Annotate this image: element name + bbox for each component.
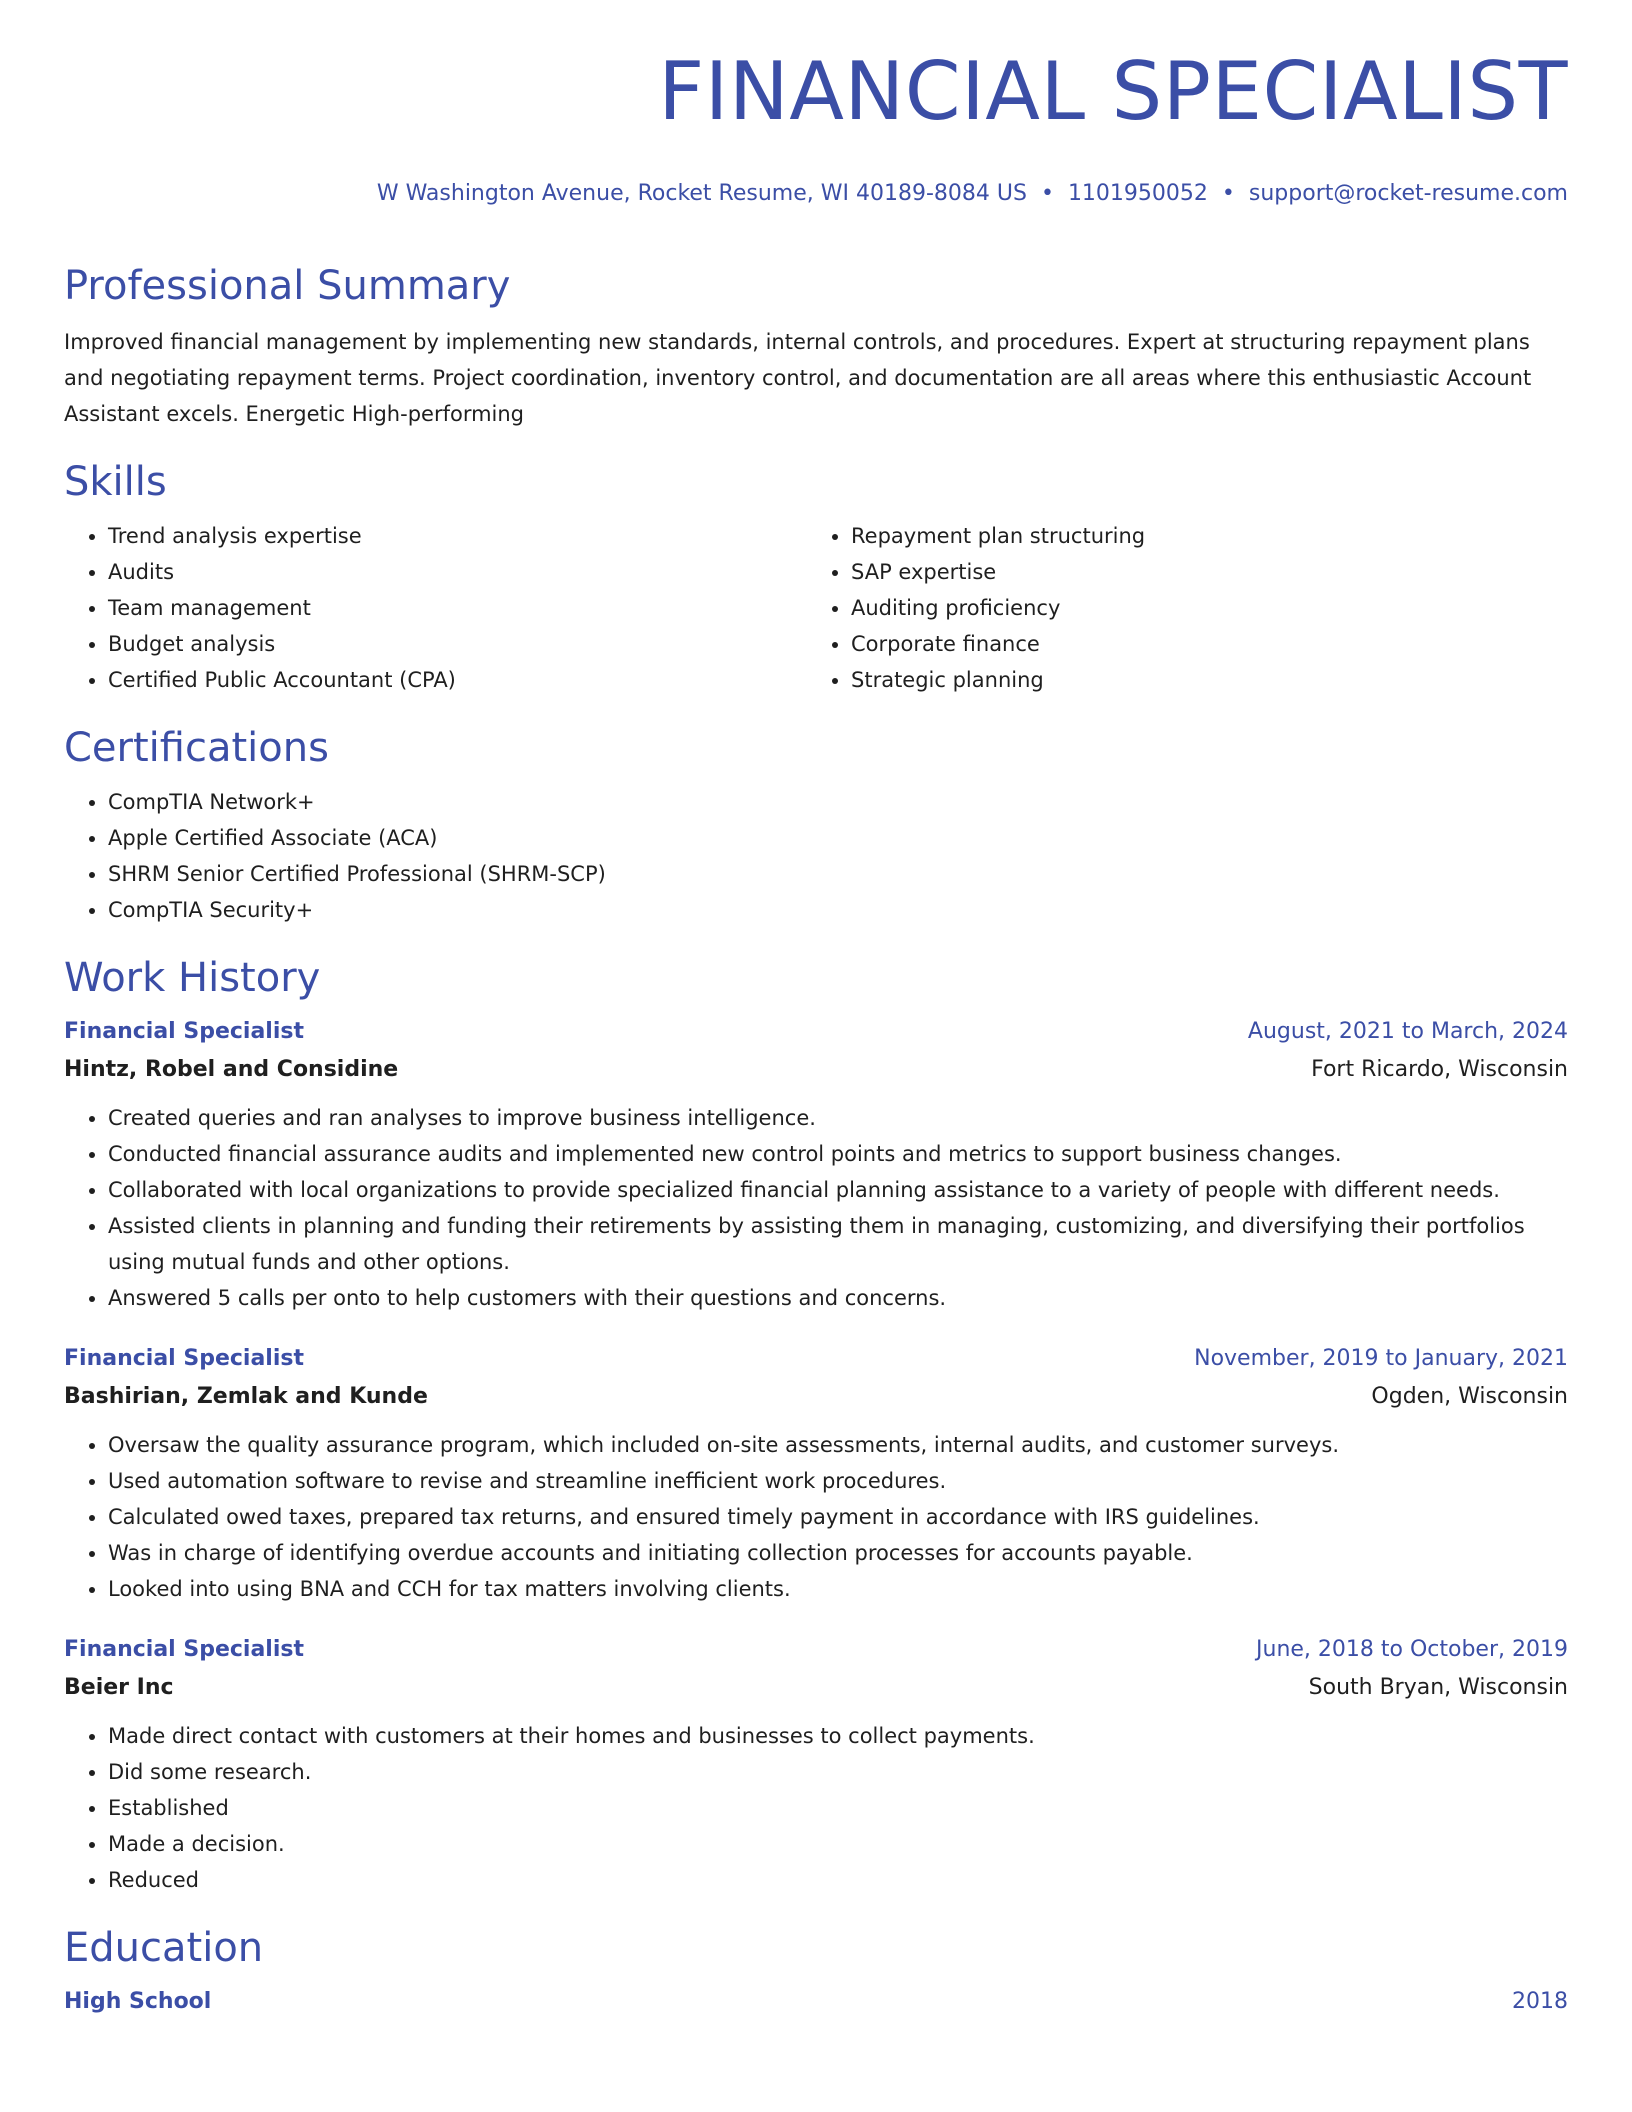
skill-item: • Strategic planning	[851, 662, 1550, 698]
job-subheader	[64, 1668, 1568, 1708]
certification-item: • SHRM Senior Certified Professional (SHRM-SCP)	[108, 856, 1568, 892]
job-dates: June, 2018 to October, 2019	[1256, 1637, 1568, 1662]
job-bullet: • Did some research.	[108, 1754, 1568, 1790]
contact-email: support@rocket-resume.com	[1248, 181, 1568, 206]
education-year: 2018	[1512, 1989, 1568, 2014]
education-section	[64, 1920, 1568, 2020]
job-title: Financial Specialist	[64, 1346, 305, 1371]
skill-item: • Corporate finance	[851, 626, 1550, 662]
job-title: Financial Specialist	[64, 1637, 305, 1662]
job-bullet: • Reduced	[108, 1862, 1568, 1898]
job-location: South Bryan, Wisconsin	[1308, 1675, 1568, 1700]
job-bullets	[64, 1100, 1568, 1316]
skill-item: • Trend analysis expertise	[108, 518, 807, 554]
job-entry	[64, 1341, 1568, 1607]
job-location: Ogden, Wisconsin	[1371, 1384, 1568, 1409]
certification-item: • Apple Certified Associate (ACA)	[108, 820, 1568, 856]
job-company: Hintz, Robel and Considine	[64, 1057, 399, 1082]
education-heading: Education	[64, 1925, 264, 1971]
contact-address: W Washington Avenue, Rocket Resume, WI 40189-8084 US	[376, 181, 1027, 206]
job-bullet: • Established	[108, 1790, 1568, 1826]
skills-section	[64, 454, 1568, 698]
resume-page	[64, 0, 1568, 2112]
certification-item: • CompTIA Security+	[108, 892, 1568, 928]
work-history-heading: Work History	[64, 955, 321, 1001]
education-entry	[64, 1984, 1568, 2020]
contact-separator: •	[1040, 181, 1054, 206]
job-company: Bashirian, Zemlak and Kunde	[64, 1384, 428, 1409]
skills-list-left	[64, 518, 807, 698]
job-dates: November, 2019 to January, 2021	[1194, 1346, 1568, 1371]
contact-separator: •	[1221, 181, 1235, 206]
work-history-section	[64, 950, 1568, 1898]
job-entry	[64, 1632, 1568, 1898]
job-header	[64, 1632, 1568, 1668]
certifications-section	[64, 720, 1568, 928]
job-location: Fort Ricardo, Wisconsin	[1311, 1057, 1568, 1082]
job-subheader	[64, 1377, 1568, 1417]
resume-title: FINANCIAL SPECIALIST	[658, 45, 1568, 138]
resume-body	[64, 258, 1568, 2020]
job-bullet: • Conducted financial assurance audits and implemented new control points and metrics to support business changes.	[108, 1136, 1568, 1172]
job-bullet: • Calculated owed taxes, prepared tax returns, and ensured timely payment in accordance with IRS guidelines.	[108, 1499, 1568, 1535]
job-title: Financial Specialist	[64, 1019, 305, 1044]
job-entry	[64, 1014, 1568, 1316]
job-bullet: • Looked into using BNA and CCH for tax matters involving clients.	[108, 1571, 1568, 1607]
job-bullet: • Was in charge of identifying overdue accounts and initiating collection processes for accounts payable.	[108, 1535, 1568, 1571]
skills-heading: Skills	[64, 459, 167, 505]
contact-phone: 1101950052	[1067, 181, 1208, 206]
skills-list-right	[807, 518, 1550, 698]
job-subheader	[64, 1050, 1568, 1090]
education-title: High School	[64, 1989, 212, 2014]
job-bullet: • Used automation software to revise and streamline inefficient work procedures.	[108, 1463, 1568, 1499]
job-bullet: • Made direct contact with customers at their homes and businesses to collect payments.	[108, 1718, 1568, 1754]
skill-item: • Budget analysis	[108, 626, 807, 662]
certification-item: • CompTIA Network+	[108, 784, 1568, 820]
skill-item: • Team management	[108, 590, 807, 626]
job-dates: August, 2021 to March, 2024	[1247, 1019, 1568, 1044]
job-header	[64, 1341, 1568, 1377]
skill-item: • Repayment plan structuring	[851, 518, 1550, 554]
skills-columns	[64, 518, 1568, 698]
job-bullet: • Oversaw the quality assurance program, which included on-site assessments, internal audits, and customer surveys.	[108, 1427, 1568, 1463]
job-bullet: • Assisted clients in planning and funding their retirements by assisting them in managing, customizing, and diversifying their portfolios using mutual funds and other options.	[108, 1208, 1568, 1280]
job-bullet: • Collaborated with local organizations to provide specialized financial planning assistance to a variety of people with different needs.	[108, 1172, 1568, 1208]
certifications-heading: Certifications	[64, 725, 329, 771]
job-bullet: • Answered 5 calls per onto to help customers with their questions and concerns.	[108, 1280, 1568, 1316]
skill-item: • Certified Public Accountant (CPA)	[108, 662, 807, 698]
job-bullets	[64, 1718, 1568, 1898]
skill-item: • SAP expertise	[851, 554, 1550, 590]
skills-column-right	[807, 518, 1550, 698]
summary-heading: Professional Summary	[64, 263, 511, 309]
skill-item: • Auditing proficiency	[851, 590, 1550, 626]
job-header	[64, 1014, 1568, 1050]
job-bullet: • Made a decision.	[108, 1826, 1568, 1862]
skills-column-left	[64, 518, 807, 698]
job-bullets	[64, 1427, 1568, 1607]
contact-line	[377, 181, 1568, 207]
certifications-list	[64, 784, 1568, 928]
job-company: Beier Inc	[64, 1675, 174, 1700]
summary-text: Improved financial management by implementing new standards, internal controls, and procedures. Expert at structuring repayment plans and negotiating repayment terms. Project coordination, inventory control, and documentation are all areas where this enthusiastic Account Assistant excels. Energetic High-performing	[64, 330, 1532, 426]
summary-section	[64, 258, 1568, 432]
job-bullet: • Created queries and ran analyses to improve business intelligence.	[108, 1100, 1568, 1136]
skill-item: • Audits	[108, 554, 807, 590]
